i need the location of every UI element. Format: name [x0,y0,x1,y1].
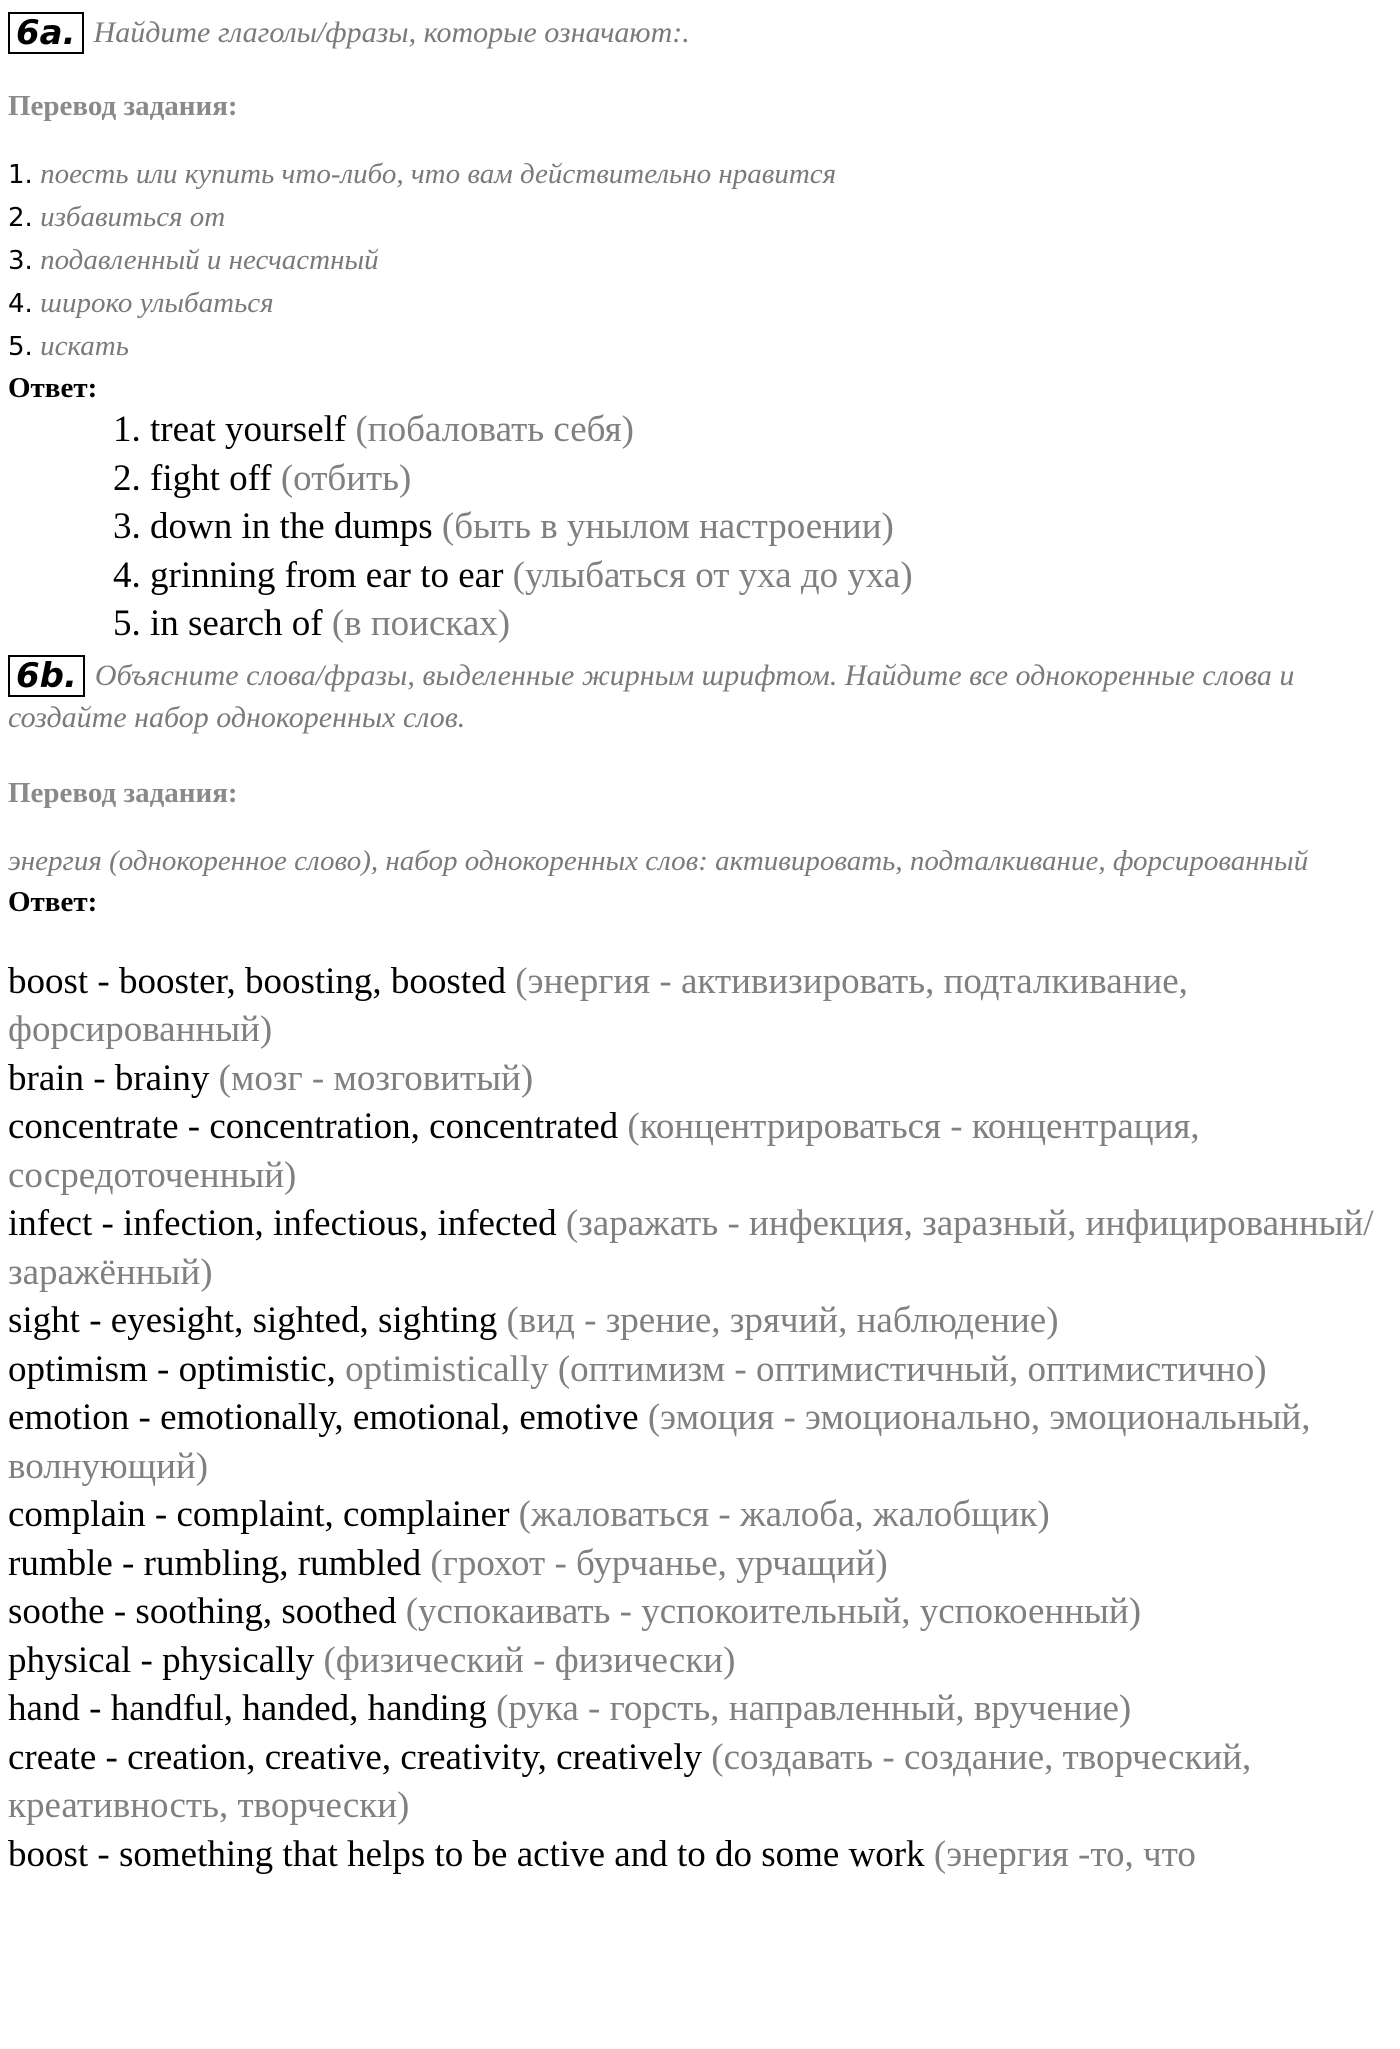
task-a-header [8,12,1392,52]
word-family-line: concentrate - concentration, concentrated (концентрироваться - концентрация, сосредоточенный) [8,1106,1200,1196]
word-family-line: boost - something that helps to be active and to do some work (энергия -то, что [8,1833,1196,1875]
task-a-badge: 6a. [8,12,84,54]
task-a-answer-label: Ответ: [8,372,98,404]
task-b-badge: 6b. [8,655,85,697]
word-families [8,958,1392,1880]
word-family-line: create - creation, creative, creativity, creatively (создавать - создание, творческий, креативность, творчески) [8,1736,1252,1826]
list-item: 1. поесть или купить что-либо, что вам действительно нравится [8,158,837,190]
task-b-translation-heading: Перевод задания: [8,776,238,809]
task-a-translation-heading: Перевод задания: [8,90,238,122]
word-family-line: emotion - emotionally, emotional, emotive (эмоция - эмоционально, эмоциональный, волнующий) [8,1397,1311,1487]
word-family-line: physical - physically (физический - физически) [8,1639,736,1681]
task-b-header [8,655,1392,739]
list-item: 3. down in the dumps (быть в унылом настроении) [113,506,894,547]
task-a-translation-list [8,153,1392,368]
word-family-line: complain - complaint, complainer (жаловаться - жалоба, жалобщик) [8,1494,1050,1535]
document-page [0,12,1400,2049]
task-a-answer-list [113,406,1392,649]
list-item: 4. grinning from ear to ear (улыбаться от уха до уха) [113,554,913,596]
list-item: 4. широко улыбаться [8,287,274,319]
word-family-line: soothe - soothing, soothed (успокаивать - успокоительный, успокоенный) [8,1591,1142,1632]
list-item: 2. fight off (отбить) [113,457,412,499]
word-family-line: infect - infection, infectious, infected (заражать - инфекция, заразный, инфицированный/заражённый) [8,1203,1374,1293]
word-family-line: optimism - optimistic, optimistically (оптимизм - оптимистичный, оптимистично) [8,1348,1267,1390]
word-family-line: hand - handful, handed, handing (рука - горсть, направленный, вручение) [8,1688,1132,1729]
list-item: 5. in search of (в поисках) [113,603,511,644]
task-b-answer-label: Ответ: [8,885,98,918]
task-a-instruction: Найдите глаголы/фразы, которые означают:. [93,16,690,49]
list-item: 3. подавленный и несчастный [8,244,379,276]
word-family-line: sight - eyesight, sighted, sighting (вид - зрение, зрячий, наблюдение) [8,1300,1059,1341]
list-item: 2. избавиться от [8,201,226,233]
word-family-line: boost - booster, boosting, boosted (энергия - активизировать, подталкивание, форсированный) [8,960,1188,1050]
word-family-line: rumble - rumbling, rumbled (грохот - бурчанье, урчащий) [8,1542,888,1584]
task-b-translation-text: энергия (однокоренное слово), набор однокоренных слов: активировать, подталкивание, форсированный [8,844,1309,877]
task-b-instruction: Объясните слова/фразы, выделенные жирным шрифтом. Найдите все однокоренные слова и создайте набор однокоренных слов. [8,658,1295,734]
list-item: 5. искать [8,330,129,362]
word-family-line: brain - brainy (мозг - мозговитый) [8,1057,534,1099]
list-item: 1. treat yourself (побаловать себя) [113,409,634,450]
